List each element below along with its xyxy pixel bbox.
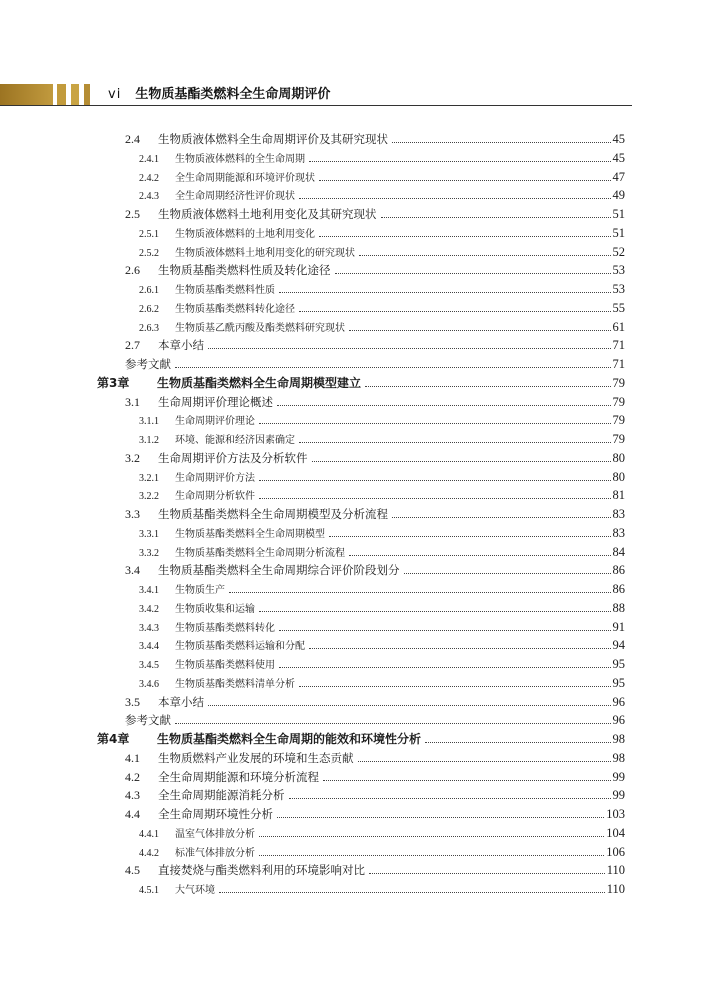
toc-entry-page: 81 xyxy=(612,488,625,503)
toc-entry-page: 86 xyxy=(612,582,625,596)
toc-leader-dots xyxy=(208,348,611,349)
toc-leader-dots xyxy=(349,330,611,331)
toc-entry-title: 生物质基酯类燃料全生命周期综合评价阶段划分 xyxy=(158,563,400,578)
header-stripe xyxy=(84,84,90,105)
toc-leader-dots xyxy=(319,236,611,237)
toc-entry-title: 生物质液体燃料的土地利用变化 xyxy=(175,228,315,240)
toc-entry-title: 全生命周期能源和环境分析流程 xyxy=(158,769,319,784)
toc-subsection-entry[interactable] xyxy=(139,581,625,597)
toc-entry-title: 全生命周期环境性分析 xyxy=(158,807,273,821)
toc-subsection-entry[interactable] xyxy=(139,637,625,653)
toc-entry-page: 98 xyxy=(612,750,625,765)
toc-subsection-entry[interactable] xyxy=(139,319,625,335)
toc-entry-page: 71 xyxy=(612,338,625,353)
toc-leader-dots xyxy=(381,217,611,218)
toc-entry-title: 生物质基酯类燃料全生命周期分析流程 xyxy=(175,547,345,559)
toc-entry-page: 51 xyxy=(612,207,625,221)
toc-leader-dots xyxy=(259,611,611,612)
toc-entry-title: 生物质液体燃料的全生命周期 xyxy=(175,153,305,165)
toc-subsection-entry[interactable] xyxy=(139,187,625,203)
toc-entry-page: 103 xyxy=(606,807,625,821)
header-stripe xyxy=(57,84,66,105)
toc-section-entry[interactable] xyxy=(125,787,625,803)
toc-entry-number: 3.5 xyxy=(125,694,140,709)
toc-entry-number: 2.5.1 xyxy=(139,228,159,240)
toc-entry-title: 本章小结 xyxy=(158,694,204,709)
toc-entry-number: 2.6.2 xyxy=(139,303,159,315)
toc-leader-dots xyxy=(289,798,611,799)
toc-subsection-entry[interactable] xyxy=(139,675,625,691)
toc-section-entry[interactable] xyxy=(125,262,625,278)
toc-entry-title: 全生命周期能源和环境评价现状 xyxy=(175,172,315,184)
header-book-title: 生物质基酯类燃料全生命周期评价 xyxy=(135,87,331,102)
toc-entry-number: 4.4.1 xyxy=(139,828,159,840)
toc-entry-number: 3.1.2 xyxy=(139,435,159,446)
toc-leader-dots xyxy=(208,705,611,706)
toc-section-entry[interactable] xyxy=(125,750,625,766)
toc-entry-number: 第3章 xyxy=(97,375,130,390)
toc-entry-title: 参考文献 xyxy=(125,713,171,728)
toc-entry-number: 3.2.1 xyxy=(139,472,159,484)
toc-entry-page: 99 xyxy=(612,769,625,784)
toc-entry-number: 3.4.6 xyxy=(139,678,159,690)
toc-leader-dots xyxy=(392,142,611,143)
toc-leader-dots xyxy=(392,517,611,518)
toc-entry-page: 98 xyxy=(612,732,625,746)
toc-entry-page: 79 xyxy=(612,375,625,390)
toc-leader-dots xyxy=(335,273,611,274)
toc-entry-page: 83 xyxy=(612,525,625,540)
toc-entry-page: 47 xyxy=(612,169,625,184)
toc-leader-dots xyxy=(323,780,611,781)
toc-entry-page: 96 xyxy=(612,694,625,709)
toc-entry-title: 生物质基酯类燃料运输和分配 xyxy=(175,641,305,653)
toc-entry-page: 55 xyxy=(612,300,625,315)
toc-entry-title: 生命周期评价理论 xyxy=(175,416,255,428)
toc-entry-title: 生物质燃料产业发展的环境和生态贡献 xyxy=(158,750,354,765)
toc-entry-page: 80 xyxy=(612,450,625,465)
toc-entry-number: 2.7 xyxy=(125,338,140,353)
toc-leader-dots xyxy=(175,723,611,724)
toc-entry-page: 52 xyxy=(612,244,625,259)
toc-entry-page: 110 xyxy=(606,882,625,896)
toc-section-entry[interactable] xyxy=(125,562,625,578)
toc-section-entry[interactable] xyxy=(125,394,625,410)
toc-entry-number: 2.4.3 xyxy=(139,191,159,203)
toc-section-entry[interactable] xyxy=(125,806,625,822)
toc-entry-title: 直接焚烧与酯类燃料利用的环境影响对比 xyxy=(158,863,365,878)
toc-references-entry[interactable] xyxy=(125,356,625,372)
toc-entry-title: 生物质生产 xyxy=(175,585,225,596)
toc-entry-number: 2.6.1 xyxy=(139,285,159,296)
header-page-number: vi xyxy=(108,87,122,102)
toc-entry-number: 2.5 xyxy=(125,207,140,221)
toc-leader-dots xyxy=(259,855,604,856)
toc-entry-page: 88 xyxy=(612,600,625,615)
toc-entry-number: 3.3 xyxy=(125,507,140,521)
toc-leader-dots xyxy=(358,761,611,762)
toc-leader-dots xyxy=(309,161,611,162)
toc-entry-title: 标准气体排放分析 xyxy=(175,847,255,859)
toc-entry-page: 71 xyxy=(612,357,625,371)
toc-entry-number: 4.4 xyxy=(125,807,140,821)
toc-subsection-entry[interactable] xyxy=(139,487,625,503)
toc-leader-dots xyxy=(299,198,611,199)
toc-entry-number: 3.4.5 xyxy=(139,660,159,671)
toc-section-entry[interactable] xyxy=(125,337,625,353)
toc-entry-title: 生物质基酯类燃料性质 xyxy=(175,285,275,296)
toc-entry-number: 3.1.1 xyxy=(139,416,159,428)
toc-subsection-entry[interactable] xyxy=(139,825,625,841)
toc-entry-title: 生物质基酯类燃料使用 xyxy=(175,660,275,671)
toc-subsection-entry[interactable] xyxy=(139,844,625,860)
toc-leader-dots xyxy=(359,255,611,256)
toc-entry-number: 3.1 xyxy=(125,394,140,409)
toc-leader-dots xyxy=(259,480,611,481)
toc-entry-number: 3.3.1 xyxy=(139,528,159,540)
toc-entry-title: 生物质基酯类燃料全生命周期的能效和环境性分析 xyxy=(157,732,422,746)
toc-leader-dots xyxy=(369,873,605,874)
toc-entry-title: 参考文献 xyxy=(125,357,171,371)
toc-leader-dots xyxy=(349,555,611,556)
toc-entry-number: 4.4.2 xyxy=(139,847,159,859)
toc-entry-number: 3.4 xyxy=(125,563,140,578)
toc-entry-number: 4.1 xyxy=(125,750,140,765)
toc-leader-dots xyxy=(299,442,611,443)
toc-entry-page: 110 xyxy=(606,863,625,878)
toc-entry-page: 86 xyxy=(612,563,625,578)
running-header xyxy=(0,84,725,108)
toc-subsection-entry[interactable] xyxy=(139,431,625,447)
toc-entry-number: 2.4.1 xyxy=(139,153,159,165)
toc-entry-page: 61 xyxy=(612,319,625,334)
toc-leader-dots xyxy=(299,311,611,312)
toc-section-entry[interactable] xyxy=(125,769,625,785)
toc-entry-title: 全生命周期经济性评价现状 xyxy=(175,191,295,203)
toc-section-entry[interactable] xyxy=(125,862,625,878)
toc-subsection-entry[interactable] xyxy=(139,150,625,166)
toc-entry-number: 4.5.1 xyxy=(139,885,159,896)
toc-entry-page: 84 xyxy=(612,544,625,559)
toc-entry-title: 生命周期评价方法 xyxy=(175,472,255,484)
toc-entry-page: 91 xyxy=(612,619,625,634)
toc-section-entry[interactable] xyxy=(125,694,625,710)
toc-section-entry[interactable] xyxy=(125,450,625,466)
toc-entry-page: 96 xyxy=(612,713,625,728)
toc-entry-page: 53 xyxy=(612,263,625,278)
toc-leader-dots xyxy=(229,592,611,593)
toc-entry-page: 104 xyxy=(606,825,625,840)
toc-leader-dots xyxy=(312,461,611,462)
toc-entry-page: 79 xyxy=(612,432,625,446)
toc-entry-number: 4.5 xyxy=(125,863,140,878)
toc-leader-dots xyxy=(259,423,611,424)
toc-entry-page: 80 xyxy=(612,469,625,484)
toc-leader-dots xyxy=(319,180,611,181)
toc-leader-dots xyxy=(404,573,611,574)
toc-entry-page: 79 xyxy=(612,394,625,409)
toc-entry-title: 生物质基酯类燃料全生命周期模型 xyxy=(175,528,325,540)
toc-entry-title: 生命周期评价方法及分析软件 xyxy=(158,450,308,465)
toc-entry-page: 95 xyxy=(612,675,625,690)
header-stripe xyxy=(71,84,79,105)
toc-entry-page: 106 xyxy=(606,844,625,859)
toc-entry-title: 生物质基酯类燃料全生命周期模型建立 xyxy=(157,375,362,390)
toc-subsection-entry[interactable] xyxy=(139,169,625,185)
toc-subsection-entry[interactable] xyxy=(139,525,625,541)
toc-entry-number: 3.4.4 xyxy=(139,641,159,653)
toc-entry-number: 2.6.3 xyxy=(139,322,159,334)
toc-leader-dots xyxy=(299,686,611,687)
toc-entry-number: 3.4.3 xyxy=(139,622,159,634)
toc-entry-number: 3.3.2 xyxy=(139,547,159,559)
toc-leader-dots xyxy=(277,817,604,818)
toc-entry-number: 2.4 xyxy=(125,132,140,146)
toc-entry-title: 生物质收集和运输 xyxy=(175,603,255,615)
toc-subsection-entry[interactable] xyxy=(139,600,625,616)
toc-entry-title: 生物质基酯类燃料性质及转化途径 xyxy=(158,263,331,278)
toc-entry-title: 生物质基酯类燃料转化 xyxy=(175,622,275,634)
toc-entry-title: 生物质液体燃料全生命周期评价及其研究现状 xyxy=(158,132,388,146)
toc-entry-number: 3.4.1 xyxy=(139,585,159,596)
toc-subsection-entry[interactable] xyxy=(139,225,625,241)
toc-entry-number: 2.4.2 xyxy=(139,172,159,184)
toc-leader-dots xyxy=(259,836,604,837)
toc-entry-title: 生物质基酯类燃料清单分析 xyxy=(175,678,295,690)
toc-subsection-entry[interactable] xyxy=(139,244,625,260)
toc-entry-title: 温室气体排放分析 xyxy=(175,828,255,840)
toc-subsection-entry[interactable] xyxy=(139,881,625,897)
toc-entry-number: 3.2.2 xyxy=(139,491,159,503)
toc-entry-title: 生物质基酯类燃料全生命周期模型及分析流程 xyxy=(158,507,388,521)
toc-leader-dots xyxy=(425,742,610,743)
toc-references-entry[interactable] xyxy=(125,712,625,728)
toc-entry-title: 本章小结 xyxy=(158,338,204,353)
toc-entry-number: 4.2 xyxy=(125,769,140,784)
toc-entry-page: 45 xyxy=(612,150,625,165)
toc-entry-title: 大气环境 xyxy=(175,885,215,896)
toc-subsection-entry[interactable] xyxy=(139,300,625,316)
toc-leader-dots xyxy=(279,667,611,668)
toc-subsection-entry[interactable] xyxy=(139,619,625,635)
toc-section-entry[interactable] xyxy=(125,131,625,147)
toc-chapter-entry[interactable] xyxy=(97,731,625,747)
toc-entry-title: 环境、能源和经济因素确定 xyxy=(175,435,295,446)
toc-section-entry[interactable] xyxy=(125,506,625,522)
toc-leader-dots xyxy=(259,498,611,499)
toc-entry-title: 生命周期评价理论概述 xyxy=(158,394,273,409)
toc-entry-title: 生物质基酯类燃料转化途径 xyxy=(175,303,295,315)
toc-entry-number: 2.5.2 xyxy=(139,247,159,259)
toc-entry-title: 全生命周期能源消耗分析 xyxy=(158,788,285,803)
toc-leader-dots xyxy=(329,536,611,537)
toc-entry-page: 45 xyxy=(612,132,625,146)
toc-subsection-entry[interactable] xyxy=(139,656,625,672)
toc-entry-number: 3.2 xyxy=(125,450,140,465)
toc-entry-title: 生物质基乙酰丙酸及酯类燃料研究现状 xyxy=(175,322,345,334)
toc-leader-dots xyxy=(309,648,611,649)
toc-entry-page: 53 xyxy=(612,282,625,296)
header-color-band xyxy=(0,84,53,105)
toc-entry-title: 生物质液体燃料土地利用变化及其研究现状 xyxy=(158,207,377,221)
toc-chapter-entry[interactable] xyxy=(97,375,625,391)
toc-subsection-entry[interactable] xyxy=(139,469,625,485)
toc-leader-dots xyxy=(219,892,605,893)
toc-entry-page: 95 xyxy=(612,657,625,671)
toc-leader-dots xyxy=(365,386,610,387)
toc-entry-page: 99 xyxy=(612,788,625,803)
toc-entry-title: 生物质液体燃料土地利用变化的研究现状 xyxy=(175,247,355,259)
toc-leader-dots xyxy=(279,630,611,631)
toc-entry-page: 51 xyxy=(612,225,625,240)
toc-section-entry[interactable] xyxy=(125,206,625,222)
toc-entry-page: 94 xyxy=(612,638,625,653)
header-rule xyxy=(0,105,632,106)
toc-leader-dots xyxy=(279,292,611,293)
toc-subsection-entry[interactable] xyxy=(139,281,625,297)
toc-entry-title: 生命周期分析软件 xyxy=(175,491,255,503)
toc-entry-number: 第4章 xyxy=(97,732,130,746)
toc-subsection-entry[interactable] xyxy=(139,544,625,560)
toc-entry-number: 3.4.2 xyxy=(139,603,159,615)
toc-entry-number: 2.6 xyxy=(125,263,140,278)
toc-entry-page: 83 xyxy=(612,507,625,521)
toc-entry-page: 49 xyxy=(612,188,625,203)
toc-entry-number: 4.3 xyxy=(125,788,140,803)
toc-entry-page: 79 xyxy=(612,413,625,428)
toc-leader-dots xyxy=(175,367,611,368)
header-text xyxy=(108,84,330,105)
toc-leader-dots xyxy=(277,405,611,406)
toc-subsection-entry[interactable] xyxy=(139,412,625,428)
